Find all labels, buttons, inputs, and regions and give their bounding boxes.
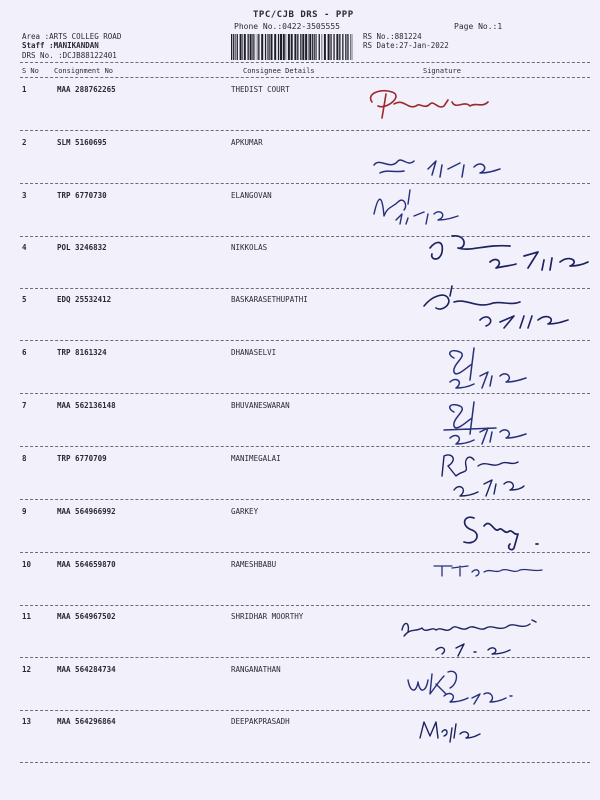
row-divider xyxy=(20,340,590,341)
row-serial-number: 1 xyxy=(22,85,27,94)
consignee-name: GARKEY xyxy=(231,507,259,516)
barcode-bar xyxy=(294,34,296,60)
consignment-number: MAA 564966992 xyxy=(57,507,116,516)
consignment-number: MAA 564659870 xyxy=(57,560,116,569)
consignee-name: MANIMEGALAI xyxy=(231,454,281,463)
barcode-bar xyxy=(286,34,287,60)
barcode-bar xyxy=(352,34,353,60)
barcode-bar xyxy=(252,34,253,60)
barcode-bar xyxy=(233,34,234,60)
row-serial-number: 5 xyxy=(22,295,27,304)
barcode-bar xyxy=(250,34,252,60)
barcode-bar xyxy=(333,34,334,60)
barcode-bar xyxy=(248,34,249,60)
consignee-name: THEDIST COURT xyxy=(231,85,290,94)
page-number: Page No.:1 xyxy=(454,22,503,31)
barcode-bar xyxy=(261,34,263,60)
consignment-number: TRP 8161324 xyxy=(57,348,107,357)
signature-image xyxy=(364,80,494,126)
row-serial-number: 12 xyxy=(22,665,32,674)
column-header-signature: Signature xyxy=(423,67,461,75)
consignee-name: APKUMAR xyxy=(231,138,263,147)
row-serial-number: 13 xyxy=(22,717,32,726)
barcode-bar xyxy=(336,34,338,60)
consignee-name: RANGANATHAN xyxy=(231,665,281,674)
barcode-image xyxy=(230,34,354,60)
row-divider xyxy=(20,605,590,606)
barcode-bar xyxy=(342,34,343,60)
consignee-name: ELANGOVAN xyxy=(231,191,272,200)
signature-image xyxy=(400,660,530,706)
row-serial-number: 4 xyxy=(22,243,27,252)
row-serial-number: 7 xyxy=(22,401,27,410)
consignee-name: NIKKOLAS xyxy=(231,243,268,252)
row-serial-number: 9 xyxy=(22,507,27,516)
barcode-bar xyxy=(347,34,348,60)
signature-image xyxy=(368,186,468,226)
signature-image xyxy=(440,342,530,392)
barcode-bar xyxy=(324,34,326,60)
consignment-number: TRP 6770730 xyxy=(57,191,107,200)
barcode-bar xyxy=(242,34,243,60)
barcode-bar xyxy=(244,34,246,60)
barcode-bar xyxy=(240,34,242,60)
consignee-name: RAMESHBABU xyxy=(231,560,277,569)
consignee-name: BHUVANESWARAN xyxy=(231,401,290,410)
barcode-bar xyxy=(267,34,268,60)
signature-image xyxy=(434,446,526,500)
barcode-bar xyxy=(350,34,351,60)
barcode-bar xyxy=(280,34,282,60)
row-serial-number: 6 xyxy=(22,348,27,357)
consignment-number: EDQ 25532412 xyxy=(57,295,112,304)
phone-number: Phone No.:0422-3505555 xyxy=(234,22,340,31)
barcode-bar xyxy=(283,34,285,60)
row-divider xyxy=(20,762,590,763)
consignee-name: BASKARASETHUPATHI xyxy=(231,295,308,304)
barcode-bar xyxy=(278,34,279,60)
row-serial-number: 2 xyxy=(22,138,27,147)
barcode-bar xyxy=(265,34,266,60)
barcode-bar xyxy=(328,34,330,60)
consignment-number: MAA 564284734 xyxy=(57,665,116,674)
row-divider xyxy=(20,130,590,131)
barcode-bar xyxy=(345,34,346,60)
row-divider xyxy=(20,393,590,394)
row-divider xyxy=(20,183,590,184)
barcode-bar xyxy=(291,34,293,60)
staff-label: Staff :MANIKANDAN xyxy=(22,41,99,50)
signature-image xyxy=(420,282,570,328)
divider xyxy=(20,62,590,63)
consignee-name: SHRIDHAR MOORTHY xyxy=(231,612,304,621)
rs-date: RS Date:27-Jan-2022 xyxy=(363,41,449,50)
consignment-number: MAA 562136148 xyxy=(57,401,116,410)
barcode-bar xyxy=(288,34,290,60)
signature-image xyxy=(420,226,590,274)
barcode-bar xyxy=(302,34,304,60)
consignment-number: MAA 564967502 xyxy=(57,612,116,621)
barcode-bar xyxy=(314,34,315,60)
consignment-number: POL 3246832 xyxy=(57,243,107,252)
barcode-bar xyxy=(330,34,331,60)
row-divider xyxy=(20,710,590,711)
consignment-number: TRP 6770709 xyxy=(57,454,107,463)
barcode-bar xyxy=(300,34,301,60)
barcode-bar xyxy=(308,34,309,60)
drs-number: DRS No. :DCJB88122401 xyxy=(22,51,117,60)
column-header-consignment: Consignment No xyxy=(54,67,114,75)
column-header-sno: S No xyxy=(22,67,39,75)
signature-image xyxy=(416,716,486,744)
barcode-bar xyxy=(322,34,323,60)
barcode-bar xyxy=(237,34,238,60)
rs-number: RS No.:881224 xyxy=(363,32,422,41)
barcode-bar xyxy=(305,34,307,60)
signature-image xyxy=(456,508,556,550)
consignment-number: MAA 288762265 xyxy=(57,85,116,94)
barcode-bar xyxy=(268,34,269,60)
row-serial-number: 3 xyxy=(22,191,27,200)
consignee-name: DHANASELVI xyxy=(231,348,277,357)
area-label: Area :ARTS COLLEG ROAD xyxy=(22,32,122,41)
barcode-bar xyxy=(297,34,298,60)
barcode-bar xyxy=(231,34,232,60)
barcode-bar xyxy=(274,34,276,60)
barcode-bar xyxy=(316,34,317,60)
row-divider xyxy=(20,552,590,553)
barcode-bar xyxy=(255,34,256,60)
document-title: TPC/CJB DRS - PPP xyxy=(253,10,354,20)
signature-image xyxy=(368,143,508,183)
barcode-bar xyxy=(258,34,259,60)
barcode-bar xyxy=(319,34,320,60)
row-serial-number: 11 xyxy=(22,612,32,621)
consignment-number: MAA 564296864 xyxy=(57,717,116,726)
consignee-name: DEEPAKPRASADH xyxy=(231,717,290,726)
barcode-bar xyxy=(309,34,311,60)
column-header-consignee: Consignee Details xyxy=(243,67,315,75)
barcode-bar xyxy=(271,34,273,60)
barcode-bar xyxy=(257,34,258,60)
signature-image xyxy=(440,396,530,448)
barcode-bar xyxy=(339,34,340,60)
consignment-number: SLM 5160695 xyxy=(57,138,107,147)
barcode-bar xyxy=(312,34,313,60)
row-serial-number: 8 xyxy=(22,454,27,463)
barcode-bar xyxy=(235,34,236,60)
signature-image xyxy=(396,612,546,658)
divider xyxy=(20,77,590,78)
signature-image xyxy=(430,560,560,580)
row-serial-number: 10 xyxy=(22,560,32,569)
